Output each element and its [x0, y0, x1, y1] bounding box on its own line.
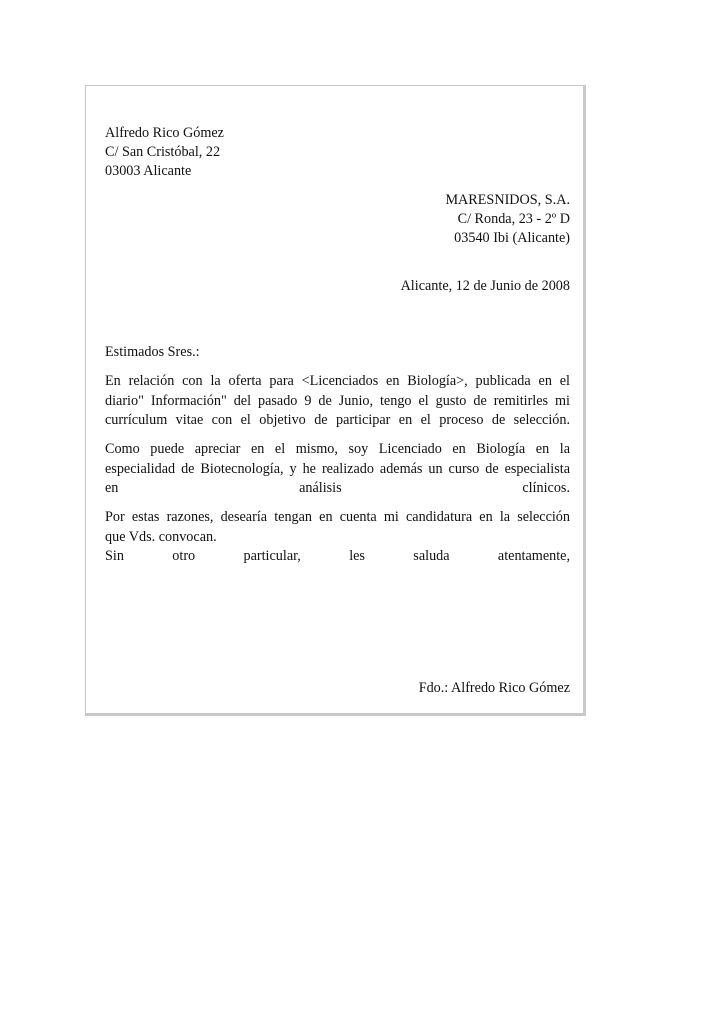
paragraph-3-line: Sin otro particular, les saluda atentamente, — [105, 548, 570, 564]
sender-city: 03003 Alicante — [105, 163, 192, 179]
paragraph-2-line: especialidad de Biotecnología, y he realizado además un curso de especialista — [105, 460, 570, 477]
paragraph-3-line: que Vds. convocan. — [105, 528, 217, 545]
sender-street: C/ San Cristóbal, 22 — [105, 144, 221, 160]
paragraph-2-line: en análisis clínicos. — [105, 480, 570, 496]
recipient-city: 03540 Ibi (Alicante) — [454, 230, 570, 246]
recipient-street: C/ Ronda, 23 - 2º D — [457, 211, 570, 227]
paragraph-3 — [105, 508, 570, 567]
signature: Fdo.: Alfredo Rico Gómez — [418, 680, 570, 696]
paragraph-1 — [105, 372, 570, 431]
recipient-company: MARESNIDOS, S.A. — [445, 192, 570, 208]
greeting: Estimados Sres.: — [105, 344, 200, 360]
paragraph-1-line: currículum vitae con el objetivo de participar en el proceso de selección. — [105, 412, 570, 428]
paragraph-2 — [105, 440, 570, 499]
paragraph-1-line: diario" Información" del pasado 9 de Junio, tengo el gusto de remitirles mi — [105, 392, 570, 409]
date-line: Alicante, 12 de Junio de 2008 — [400, 278, 570, 294]
paragraph-1-line: En relación con la oferta para <Licenciados en Biología>, publicada en el — [105, 373, 570, 389]
paragraph-2-line: Como puede apreciar en el mismo, soy Licenciado en Biología en la — [105, 441, 570, 457]
sender-name: Alfredo Rico Gómez — [105, 125, 224, 141]
paragraph-3-line: Por estas razones, desearía tengan en cuenta mi candidatura en la selección — [105, 509, 570, 525]
